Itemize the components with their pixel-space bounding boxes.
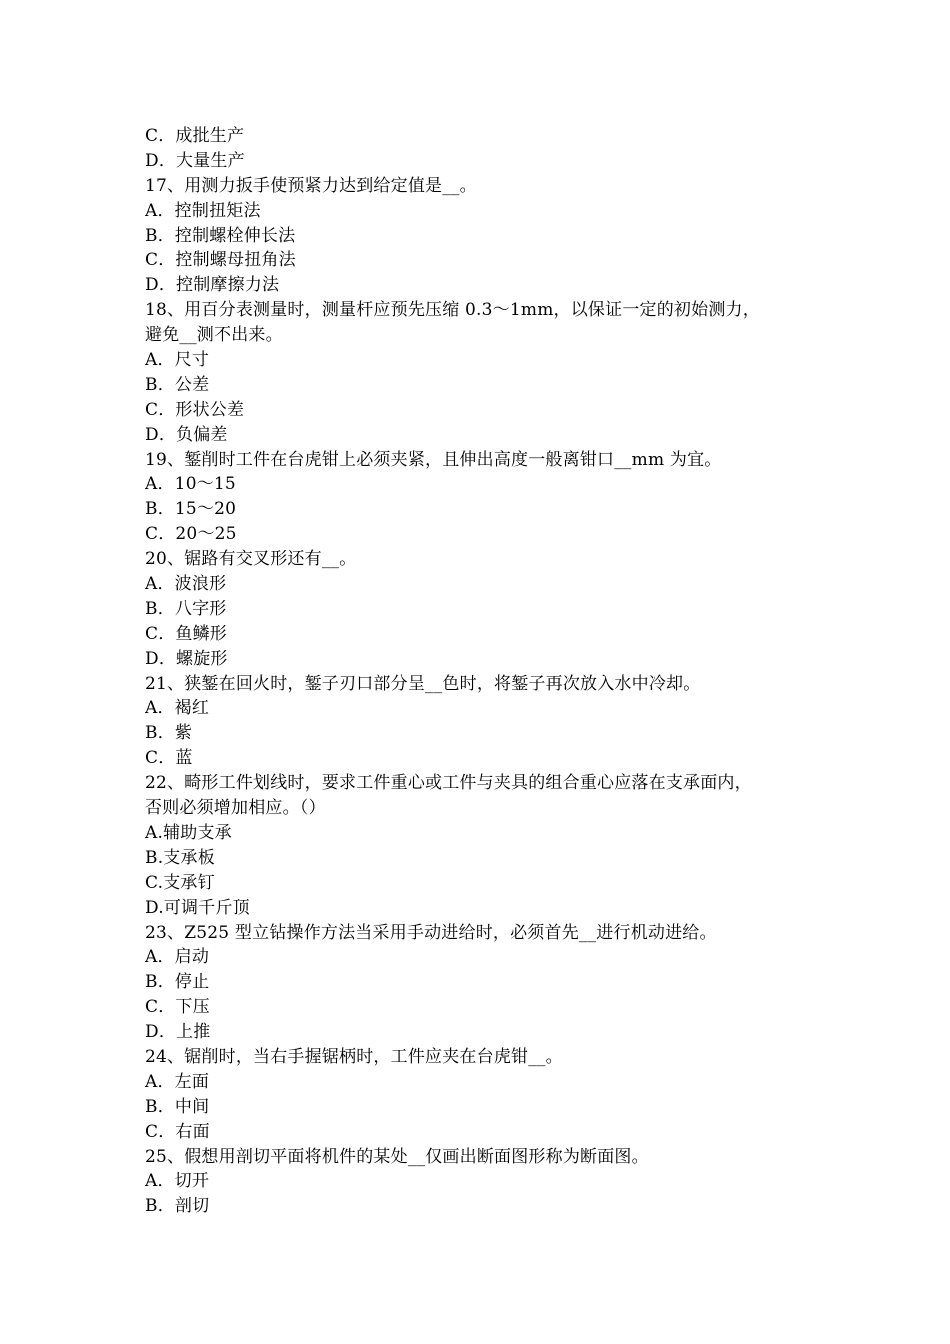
document-body <box>145 124 825 1219</box>
option-line: B.支承板 <box>145 847 215 868</box>
option-line: B．15～20 <box>145 499 237 520</box>
question-23: 23、Z525 型立钻操作方法当采用手动进给时，必须首先__进行机动进给。 <box>145 922 717 943</box>
option-line: C．形状公差 <box>145 399 245 420</box>
option-line: B．八字形 <box>145 598 227 619</box>
option-line: A.辅助支承 <box>145 822 232 843</box>
question-18: 18、用百分表测量时，测量杆应预先压缩 0.3～1mm，以保证一定的初始测力， <box>145 300 760 321</box>
option-line: B．紫 <box>145 723 193 744</box>
question-21: 21、狭錾在回火时，錾子刃口部分呈__色时，将錾子再次放入水中冷却。 <box>145 673 701 694</box>
option-line: D.可调千斤顶 <box>145 897 250 918</box>
option-line: A．10～15 <box>145 474 236 495</box>
option-line: A．褐红 <box>145 698 210 719</box>
option-line: D．螺旋形 <box>145 648 228 669</box>
option-line: B．公差 <box>145 374 210 395</box>
option-line: C．鱼鳞形 <box>145 623 228 644</box>
option-line: D．大量生产 <box>145 150 245 171</box>
option-line: C．下压 <box>145 997 210 1018</box>
question-17: 17、用测力扳手使预紧力达到给定值是__。 <box>145 175 477 196</box>
option-line: B．控制螺栓伸长法 <box>145 225 296 246</box>
option-line: D．负偏差 <box>145 424 228 445</box>
option-line: C．右面 <box>145 1121 210 1142</box>
option-line: A．启动 <box>145 947 210 968</box>
option-line: C．成批生产 <box>145 126 245 146</box>
option-line: A．控制扭矩法 <box>145 200 261 221</box>
option-line: A．左面 <box>145 1071 210 1092</box>
option-line: C.支承钉 <box>145 872 215 893</box>
question-24: 24、锯削时，当右手握锯柄时，工件应夹在台虎钳__。 <box>145 1046 563 1067</box>
question-22-continued: 否则必须增加相应。（） <box>145 798 326 819</box>
option-line: A．尺寸 <box>145 350 210 371</box>
question-22: 22、畸形工件划线时，要求工件重心或工件与夹具的组合重心应落在支承面内， <box>145 773 752 794</box>
option-line: D．控制摩擦力法 <box>145 275 280 296</box>
option-line: A．切开 <box>145 1171 210 1192</box>
question-25: 25、假想用剖切平面将机件的某处__仅画出断面图形称为断面图。 <box>145 1146 649 1167</box>
question-19: 19、錾削时工件在台虎钳上必须夹紧，且伸出高度一般离钳口__mm 为宜。 <box>145 449 722 470</box>
question-18-continued: 避免__测不出来。 <box>145 325 283 346</box>
option-line: B．剖切 <box>145 1196 210 1217</box>
option-line: C．控制螺母扭角法 <box>145 250 296 271</box>
question-20: 20、锯路有交叉形还有__。 <box>145 549 357 570</box>
option-line: B．停止 <box>145 972 210 993</box>
option-line: B．中间 <box>145 1096 210 1117</box>
option-line: D．上推 <box>145 1022 211 1043</box>
option-line: C．蓝 <box>145 748 193 769</box>
option-line: C．20～25 <box>145 524 237 545</box>
option-line: A．波浪形 <box>145 574 227 595</box>
